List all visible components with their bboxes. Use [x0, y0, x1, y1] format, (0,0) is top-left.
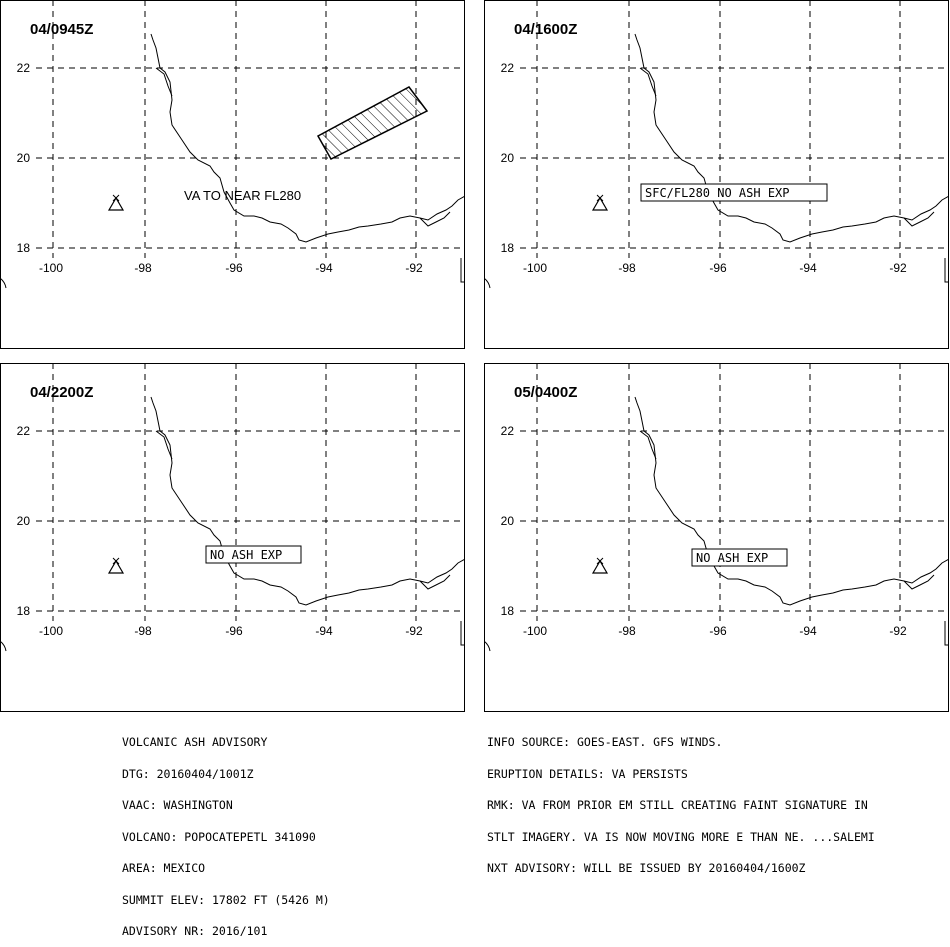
footer-line: STLT IMAGERY. VA IS NOW MOVING MORE E THAN NE. ...SALEMI [487, 829, 875, 844]
longitude-label: -100 [38, 624, 64, 638]
panel-time: 05/0400Z [514, 384, 578, 401]
panel-border [1, 1, 465, 349]
longitude-label: -98 [618, 261, 636, 275]
longitude-label: -98 [134, 624, 152, 638]
footer-line: AREA: MEXICO [122, 861, 206, 875]
map-panel-1 [0, 0, 465, 349]
longitude-label: -92 [889, 624, 907, 638]
map-svg [484, 363, 949, 712]
footer-line: DTG: 20160404/1001Z [122, 766, 254, 781]
longitude-label: -96 [709, 624, 727, 638]
footer-line: VOLCANO: POPOCATEPETL 341090 [122, 829, 316, 844]
forecast-label: NO ASH EXP [696, 551, 769, 565]
latitude-label: 20 [500, 151, 514, 165]
latitude-label: 18 [500, 604, 514, 618]
longitude-label: -96 [225, 624, 243, 638]
longitude-label: -94 [315, 261, 333, 275]
latitude-label: 18 [16, 241, 30, 255]
footer-line: ADVISORY NR: 2016/101 [122, 924, 268, 938]
longitude-label: -100 [522, 261, 548, 275]
panel-time: 04/0945Z [30, 21, 94, 38]
panel-border [1, 364, 465, 712]
map-svg [484, 0, 949, 349]
longitude-label: -94 [799, 261, 817, 275]
longitude-label: -96 [225, 261, 243, 275]
map-panel-2 [484, 0, 949, 349]
forecast-label: VA TO NEAR FL280 [184, 188, 302, 203]
footer-line: ERUPTION DETAILS: VA PERSISTS [487, 766, 688, 781]
longitude-label: -94 [315, 624, 333, 638]
advisory-footer-left [122, 716, 330, 947]
forecast-label: SFC/FL280 NO ASH EXP [645, 186, 790, 200]
map-svg [0, 363, 465, 712]
latitude-label: 20 [16, 151, 30, 165]
footer-line: VAAC: WASHINGTON [122, 798, 233, 812]
longitude-label: -100 [522, 624, 548, 638]
latitude-label: 22 [16, 61, 30, 75]
map-svg [0, 0, 465, 349]
footer-line: VOLCANIC ASH ADVISORY [122, 735, 268, 749]
latitude-label: 22 [16, 424, 30, 438]
latitude-label: 20 [16, 514, 30, 528]
longitude-label: -100 [38, 261, 64, 275]
longitude-label: -98 [618, 624, 636, 638]
longitude-label: -94 [799, 624, 817, 638]
latitude-label: 20 [500, 514, 514, 528]
longitude-label: -96 [709, 261, 727, 275]
panel-time: 04/2200Z [30, 384, 94, 401]
map-panel-4 [484, 363, 949, 712]
map-panel-3 [0, 363, 465, 712]
forecast-label: NO ASH EXP [210, 548, 283, 562]
longitude-label: -92 [405, 624, 423, 638]
latitude-label: 18 [500, 241, 514, 255]
latitude-label: 18 [16, 604, 30, 618]
footer-line: INFO SOURCE: GOES-EAST. GFS WINDS. [487, 735, 723, 749]
longitude-label: -92 [889, 261, 907, 275]
latitude-label: 22 [500, 424, 514, 438]
panel-border [485, 1, 949, 349]
advisory-footer-right [487, 716, 875, 884]
panel-time: 04/1600Z [514, 21, 578, 38]
footer-line: SUMMIT ELEV: 17802 FT (5426 M) [122, 892, 330, 907]
longitude-label: -92 [405, 261, 423, 275]
latitude-label: 22 [500, 61, 514, 75]
footer-line: NXT ADVISORY: WILL BE ISSUED BY 20160404/1600Z [487, 861, 806, 875]
longitude-label: -98 [134, 261, 152, 275]
panel-border [485, 364, 949, 712]
footer-line: RMK: VA FROM PRIOR EM STILL CREATING FAINT SIGNATURE IN [487, 798, 868, 812]
